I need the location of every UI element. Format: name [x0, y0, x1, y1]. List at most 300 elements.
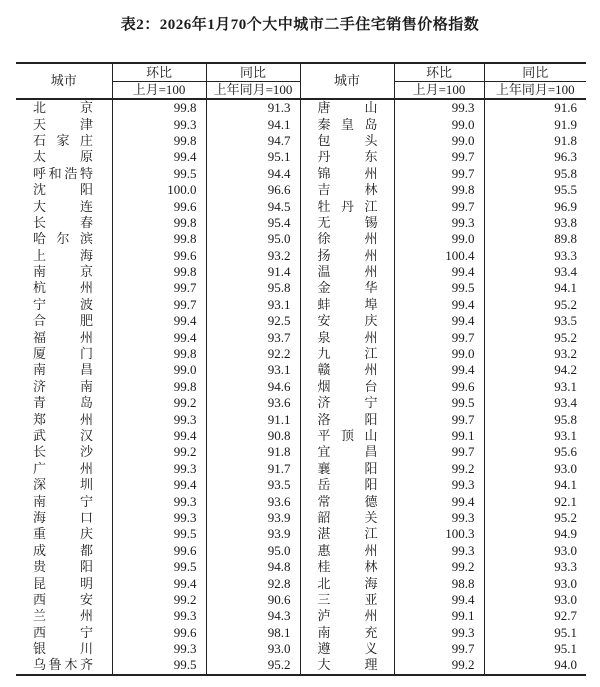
table-row [16, 362, 586, 378]
yoy-value: 94.7 [206, 133, 300, 149]
yoy-value: 94.3 [206, 608, 300, 624]
city-cell [16, 592, 112, 608]
city-cell [16, 526, 112, 542]
mom-value: 99.6 [112, 248, 206, 264]
city-name: 湛江 [317, 526, 378, 542]
city-name: 牡丹江 [317, 198, 378, 214]
city-cell [16, 264, 112, 280]
city-name: 成都 [33, 542, 93, 558]
table-row [16, 149, 586, 165]
yoy-value: 94.1 [206, 116, 300, 132]
yoy-value: 93.3 [484, 248, 586, 264]
city-name: 桂林 [317, 559, 378, 575]
table-header [16, 63, 586, 99]
mom-value: 99.3 [112, 510, 206, 526]
city-cell [16, 510, 112, 526]
city-name: 南京 [33, 264, 93, 280]
yoy-value: 93.4 [484, 264, 586, 280]
city-name: 哈尔滨 [33, 231, 93, 247]
mom-value: 99.3 [112, 411, 206, 427]
yoy-value: 96.9 [484, 198, 586, 214]
city-cell [300, 411, 394, 427]
mom-value: 99.5 [112, 166, 206, 182]
city-name: 泸州 [317, 608, 378, 624]
yoy-value: 95.8 [484, 166, 586, 182]
city-cell [300, 477, 394, 493]
city-cell [16, 166, 112, 182]
city-name: 南充 [317, 624, 378, 640]
city-name: 三亚 [317, 591, 378, 607]
mom-value: 99.2 [394, 657, 484, 674]
mom-value: 99.6 [112, 198, 206, 214]
city-name: 扬州 [317, 247, 378, 263]
city-cell [16, 543, 112, 559]
city-name: 西安 [33, 591, 93, 607]
table-row [16, 280, 586, 296]
table-row [16, 166, 586, 182]
city-cell [300, 625, 394, 641]
mom-value: 99.7 [394, 166, 484, 182]
table-row [16, 461, 586, 477]
yoy-value: 94.8 [206, 559, 300, 575]
city-name: 天津 [33, 116, 93, 132]
mom-value: 99.3 [394, 625, 484, 641]
city-name: 金华 [317, 280, 378, 296]
table-row [16, 428, 586, 444]
table-row [16, 657, 586, 674]
mom-value: 99.3 [394, 215, 484, 231]
city-cell [300, 182, 394, 198]
mom-value: 99.3 [112, 641, 206, 657]
header-city-left: 城市 [16, 63, 112, 99]
city-cell [16, 608, 112, 624]
city-name: 吉林 [317, 182, 378, 198]
city-cell [16, 411, 112, 427]
city-name: 韶关 [317, 509, 378, 525]
city-cell [300, 444, 394, 460]
yoy-value: 91.7 [206, 461, 300, 477]
city-name: 平顶山 [317, 428, 378, 443]
mom-value: 99.4 [112, 149, 206, 165]
city-name: 温州 [317, 264, 378, 280]
yoy-value: 92.8 [206, 575, 300, 591]
table-row [16, 182, 586, 198]
table-row [16, 215, 586, 231]
city-cell [16, 444, 112, 460]
mom-value: 99.6 [112, 625, 206, 641]
yoy-value: 95.6 [484, 444, 586, 460]
yoy-value: 91.9 [484, 116, 586, 132]
yoy-value: 91.6 [484, 99, 586, 116]
table-row [16, 346, 586, 362]
city-name: 长春 [33, 214, 93, 230]
city-name: 南宁 [33, 493, 93, 509]
mom-value: 99.8 [112, 231, 206, 247]
mom-value: 99.3 [112, 608, 206, 624]
mom-value: 99.4 [394, 297, 484, 313]
city-cell [16, 346, 112, 362]
city-cell [16, 313, 112, 329]
yoy-value: 94.1 [484, 280, 586, 296]
mom-value: 100.3 [394, 526, 484, 542]
city-name: 南昌 [33, 362, 93, 378]
city-name: 宁波 [33, 296, 93, 312]
mom-value: 99.4 [112, 329, 206, 345]
city-name: 惠州 [317, 542, 378, 558]
header-mom-left: 环比 [112, 63, 206, 82]
city-name: 武汉 [33, 428, 93, 443]
city-cell [16, 641, 112, 657]
city-cell [300, 166, 394, 182]
city-cell [300, 657, 394, 674]
yoy-value: 95.1 [206, 149, 300, 165]
mom-value: 99.8 [112, 215, 206, 231]
city-cell [300, 362, 394, 378]
city-name: 深圳 [33, 477, 93, 493]
city-name: 厦门 [33, 346, 93, 362]
yoy-value: 93.2 [484, 346, 586, 362]
table-row [16, 444, 586, 460]
mom-value: 99.0 [394, 346, 484, 362]
city-name: 广州 [33, 460, 93, 476]
table-row [16, 477, 586, 493]
yoy-value: 95.0 [206, 543, 300, 559]
mom-value: 99.7 [394, 149, 484, 165]
city-name: 秦皇岛 [317, 116, 378, 132]
mom-value: 99.5 [112, 526, 206, 542]
yoy-value: 98.1 [206, 625, 300, 641]
city-cell [300, 264, 394, 280]
table-row [16, 297, 586, 313]
yoy-value: 93.5 [484, 313, 586, 329]
mom-value: 99.5 [394, 395, 484, 411]
yoy-value: 91.8 [484, 133, 586, 149]
yoy-value: 94.2 [484, 362, 586, 378]
city-name: 洛阳 [317, 411, 378, 427]
mom-value: 99.7 [112, 297, 206, 313]
header-city-right: 城市 [300, 63, 394, 99]
city-cell [16, 395, 112, 411]
city-name: 大理 [317, 657, 378, 673]
table-row [16, 411, 586, 427]
city-name: 常德 [317, 493, 378, 509]
city-name: 宜昌 [317, 444, 378, 460]
table-row [16, 625, 586, 641]
table-row [16, 99, 586, 116]
city-name: 西宁 [33, 624, 93, 640]
mom-value: 99.4 [112, 428, 206, 444]
city-name: 青岛 [33, 395, 93, 411]
table-row [16, 313, 586, 329]
city-name: 泉州 [317, 329, 378, 345]
yoy-value: 92.2 [206, 346, 300, 362]
mom-value: 99.6 [394, 379, 484, 395]
mom-value: 99.3 [394, 99, 484, 116]
header-row-top [16, 63, 586, 82]
city-name: 锦州 [317, 165, 378, 181]
city-cell [300, 346, 394, 362]
yoy-value: 93.7 [206, 329, 300, 345]
yoy-value: 93.1 [484, 379, 586, 395]
city-cell [300, 149, 394, 165]
header-yoy-base-right: 上年同月=100 [484, 82, 586, 100]
city-cell [16, 182, 112, 198]
table-row [16, 248, 586, 264]
city-name: 徐州 [317, 231, 378, 247]
yoy-value: 92.7 [484, 608, 586, 624]
city-cell [16, 493, 112, 509]
city-cell [300, 248, 394, 264]
city-name: 济宁 [317, 395, 378, 411]
city-name: 杭州 [33, 280, 93, 296]
yoy-value: 94.4 [206, 166, 300, 182]
city-name: 蚌埠 [317, 296, 378, 312]
mom-value: 99.7 [112, 280, 206, 296]
mom-value: 99.4 [112, 477, 206, 493]
yoy-value: 95.2 [484, 297, 586, 313]
city-cell [300, 329, 394, 345]
city-cell [16, 575, 112, 591]
mom-value: 99.2 [112, 444, 206, 460]
city-name: 合肥 [33, 313, 93, 329]
city-name: 济南 [33, 378, 93, 394]
mom-value: 99.3 [394, 510, 484, 526]
city-name: 长沙 [33, 444, 93, 460]
mom-value: 99.7 [394, 411, 484, 427]
mom-value: 99.3 [394, 543, 484, 559]
yoy-value: 95.8 [484, 411, 586, 427]
table-row [16, 575, 586, 591]
mom-value: 100.4 [394, 248, 484, 264]
yoy-value: 94.5 [206, 198, 300, 214]
mom-value: 99.4 [394, 362, 484, 378]
header-mom-base-right: 上月=100 [394, 82, 484, 100]
yoy-value: 93.0 [206, 641, 300, 657]
mom-value: 99.2 [394, 461, 484, 477]
mom-value: 99.2 [112, 592, 206, 608]
header-mom-right: 环比 [394, 63, 484, 82]
city-cell [16, 215, 112, 231]
yoy-value: 93.0 [484, 575, 586, 591]
city-cell [300, 395, 394, 411]
city-cell [300, 559, 394, 575]
yoy-value: 89.8 [484, 231, 586, 247]
yoy-value: 91.4 [206, 264, 300, 280]
city-name: 海口 [33, 509, 93, 525]
yoy-value: 93.6 [206, 493, 300, 509]
yoy-value: 95.0 [206, 231, 300, 247]
city-cell [300, 543, 394, 559]
yoy-value: 91.1 [206, 411, 300, 427]
city-cell [300, 313, 394, 329]
city-cell [300, 198, 394, 214]
mom-value: 99.3 [394, 477, 484, 493]
mom-value: 99.8 [112, 264, 206, 280]
mom-value: 99.2 [112, 395, 206, 411]
mom-value: 99.3 [112, 461, 206, 477]
city-name: 郑州 [33, 411, 93, 427]
city-name: 大连 [33, 198, 93, 214]
city-name: 兰州 [33, 608, 93, 624]
mom-value: 99.0 [112, 362, 206, 378]
mom-value: 98.8 [394, 575, 484, 591]
city-name: 无锡 [317, 214, 378, 230]
mom-value: 99.4 [394, 592, 484, 608]
mom-value: 99.2 [394, 559, 484, 575]
city-cell [300, 592, 394, 608]
city-name: 重庆 [33, 526, 93, 542]
city-name: 太原 [33, 149, 93, 165]
table-row [16, 608, 586, 624]
header-yoy-base-left: 上年同月=100 [206, 82, 300, 100]
yoy-value: 92.1 [484, 493, 586, 509]
city-name: 呼和浩特 [33, 165, 93, 181]
mom-value: 99.0 [394, 133, 484, 149]
city-cell [300, 510, 394, 526]
mom-value: 99.8 [112, 346, 206, 362]
city-cell [300, 133, 394, 149]
city-cell [16, 657, 112, 674]
city-name: 遵义 [317, 641, 378, 657]
yoy-value: 96.6 [206, 182, 300, 198]
mom-value: 99.4 [394, 493, 484, 509]
city-cell [300, 526, 394, 542]
city-cell [16, 133, 112, 149]
mom-value: 99.7 [394, 444, 484, 460]
city-name: 赣州 [317, 362, 378, 378]
city-cell [300, 280, 394, 296]
yoy-value: 93.1 [206, 297, 300, 313]
yoy-value: 95.5 [484, 182, 586, 198]
yoy-value: 93.5 [206, 477, 300, 493]
yoy-value: 94.0 [484, 657, 586, 674]
city-name: 丹东 [317, 149, 378, 165]
city-cell [16, 379, 112, 395]
city-name: 安庆 [317, 313, 378, 329]
city-name: 乌鲁木齐 [33, 657, 93, 673]
mom-value: 99.0 [394, 116, 484, 132]
yoy-value: 93.3 [484, 559, 586, 575]
table-row [16, 116, 586, 132]
yoy-value: 90.6 [206, 592, 300, 608]
mom-value: 99.8 [112, 99, 206, 116]
yoy-value: 93.0 [484, 461, 586, 477]
mom-value: 99.3 [112, 116, 206, 132]
yoy-value: 94.6 [206, 379, 300, 395]
mom-value: 99.7 [394, 329, 484, 345]
yoy-value: 94.1 [484, 477, 586, 493]
city-name: 昆明 [33, 575, 93, 591]
city-cell [300, 297, 394, 313]
city-name: 石家庄 [33, 132, 93, 148]
city-cell [16, 231, 112, 247]
city-cell [300, 116, 394, 132]
table-row [16, 198, 586, 214]
table-row [16, 264, 586, 280]
city-cell [16, 116, 112, 132]
yoy-value: 95.2 [206, 657, 300, 674]
mom-value: 99.8 [112, 133, 206, 149]
city-name: 沈阳 [33, 182, 93, 198]
mom-value: 99.4 [112, 575, 206, 591]
city-name: 九江 [317, 346, 378, 362]
yoy-value: 93.9 [206, 510, 300, 526]
city-name: 北海 [317, 575, 378, 591]
table-row [16, 510, 586, 526]
city-cell [16, 297, 112, 313]
yoy-value: 95.1 [484, 625, 586, 641]
yoy-value: 93.6 [206, 395, 300, 411]
mom-value: 99.3 [112, 493, 206, 509]
table-row [16, 526, 586, 542]
table-row [16, 493, 586, 509]
yoy-value: 91.8 [206, 444, 300, 460]
city-cell [16, 362, 112, 378]
yoy-value: 91.3 [206, 99, 300, 116]
city-name: 岳阳 [317, 477, 378, 493]
city-cell [300, 215, 394, 231]
city-name: 唐山 [317, 100, 378, 116]
city-cell [16, 477, 112, 493]
mom-value: 99.7 [394, 641, 484, 657]
mom-value: 99.6 [112, 543, 206, 559]
table-row [16, 395, 586, 411]
yoy-value: 93.9 [206, 526, 300, 542]
yoy-value: 93.1 [484, 428, 586, 444]
city-name: 包头 [317, 132, 378, 148]
city-cell [300, 428, 394, 444]
city-cell [16, 329, 112, 345]
table-row [16, 641, 586, 657]
yoy-value: 90.8 [206, 428, 300, 444]
table-row [16, 329, 586, 345]
city-cell [300, 608, 394, 624]
table-body [16, 99, 586, 675]
yoy-value: 93.4 [484, 395, 586, 411]
mom-value: 99.5 [112, 559, 206, 575]
yoy-value: 93.0 [484, 543, 586, 559]
city-cell [300, 641, 394, 657]
table-row [16, 559, 586, 575]
city-name: 银川 [33, 641, 93, 657]
yoy-value: 92.5 [206, 313, 300, 329]
city-cell [16, 248, 112, 264]
yoy-value: 95.4 [206, 215, 300, 231]
table-row [16, 231, 586, 247]
mom-value: 99.4 [112, 313, 206, 329]
yoy-value: 95.1 [484, 641, 586, 657]
mom-value: 99.1 [394, 608, 484, 624]
price-index-table [16, 62, 586, 676]
mom-value: 100.0 [112, 182, 206, 198]
mom-value: 99.0 [394, 231, 484, 247]
city-cell [16, 198, 112, 214]
mom-value: 99.5 [112, 657, 206, 674]
city-cell [16, 99, 112, 116]
yoy-value: 94.9 [484, 526, 586, 542]
city-name: 上海 [33, 247, 93, 263]
city-cell [16, 149, 112, 165]
yoy-value: 95.8 [206, 280, 300, 296]
table-row [16, 133, 586, 149]
city-name: 襄阳 [317, 460, 378, 476]
yoy-value: 96.3 [484, 149, 586, 165]
header-mom-base-left: 上月=100 [112, 82, 206, 100]
city-cell [16, 461, 112, 477]
yoy-value: 93.2 [206, 248, 300, 264]
city-name: 贵阳 [33, 559, 93, 575]
city-cell [300, 379, 394, 395]
